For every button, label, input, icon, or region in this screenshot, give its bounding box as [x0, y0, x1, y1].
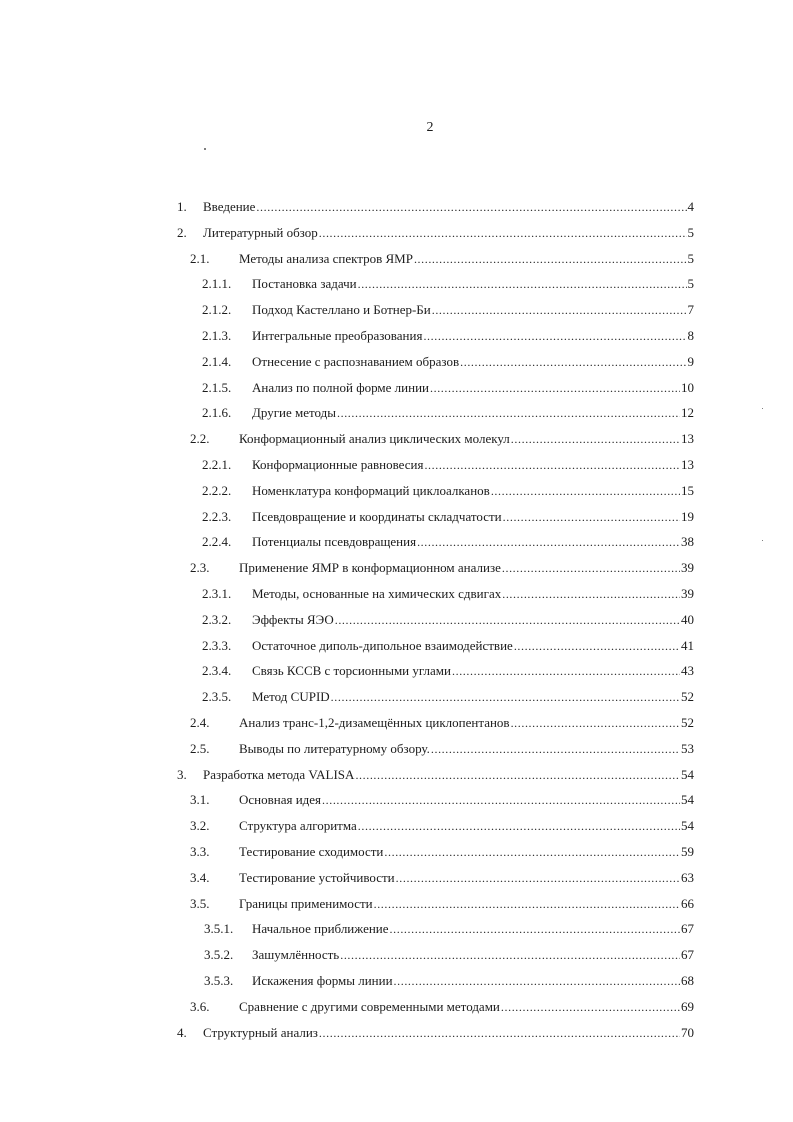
toc-entry: [204, 915, 694, 937]
toc-entry: [177, 1019, 694, 1041]
toc-entry-number: 2.2.2.: [202, 482, 232, 498]
toc-entry-title: Конформационный анализ циклических молекул: [239, 431, 510, 447]
toc-entry-number: 2.3.3.: [202, 637, 232, 653]
toc-dot-leader: [514, 638, 680, 654]
toc-entry-page: 5: [687, 276, 694, 292]
toc-dot-leader: [340, 947, 680, 963]
toc-dot-leader: [417, 534, 680, 550]
toc-dot-leader: [396, 870, 680, 886]
toc-entry-page: 40: [681, 611, 694, 627]
toc-dot-leader: [424, 457, 680, 473]
scan-speck: [204, 148, 206, 150]
toc-entry-page: 8: [687, 328, 694, 343]
toc-entry-title: Начальное приближение: [252, 921, 389, 937]
toc-entry-number: 3.5.3.: [204, 973, 234, 988]
toc-entry-page: 41: [681, 637, 694, 653]
toc-dot-leader: [432, 302, 687, 318]
toc-entry: [202, 580, 694, 602]
toc-entry-page: 67: [681, 947, 694, 963]
toc-entry-page: 7: [687, 302, 694, 318]
toc-entry-page: 53: [681, 740, 694, 756]
toc-dot-leader: [256, 199, 686, 215]
toc-entry-number: 3.6.: [190, 998, 210, 1014]
toc-entry-page: 70: [681, 1024, 694, 1040]
toc-entry: [202, 683, 694, 705]
toc-dot-leader: [335, 612, 680, 628]
toc-entry-page: 54: [681, 766, 694, 782]
toc-entry: [190, 890, 694, 912]
toc-entry-number: 2.3.1.: [202, 586, 232, 601]
toc-entry: [202, 528, 694, 550]
toc-entry-title: Метод CUPID: [252, 689, 330, 705]
toc-entry-title: Выводы по литературному обзору.: [239, 740, 430, 756]
toc-entry: [202, 296, 694, 318]
toc-dot-leader: [337, 405, 680, 421]
toc-entry-page: 52: [681, 689, 694, 705]
toc-entry-number: 3.5.1.: [204, 921, 234, 937]
toc-entry-title: Применение ЯМР в конформационном анализе: [239, 560, 501, 576]
toc-entry-number: 2.4.: [190, 715, 210, 730]
toc-entry-number: 2.3.: [190, 560, 210, 576]
toc-dot-leader: [491, 483, 680, 499]
toc-entry-title: Литературный обзор: [203, 224, 318, 240]
toc-entry-title: Границы применимости: [239, 895, 373, 911]
toc-entry-title: Искажения формы линии: [252, 973, 393, 988]
page-number: 2: [426, 120, 434, 135]
toc-dot-leader: [460, 354, 686, 370]
toc-entry: [202, 348, 694, 370]
toc-entry: [202, 451, 694, 473]
toc-dot-leader: [394, 973, 680, 989]
toc-entry: [190, 735, 694, 757]
toc-entry: [190, 812, 694, 834]
toc-entry-page: 67: [681, 921, 694, 937]
toc-entry-page: 38: [681, 534, 694, 550]
toc-entry-number: 3.1.: [190, 792, 210, 808]
toc-entry-title: Структурный анализ: [203, 1024, 318, 1040]
toc-entry-page: 19: [681, 508, 694, 524]
toc-entry-number: 3.5.: [190, 895, 210, 911]
toc-entry: [204, 967, 694, 989]
toc-entry-page: 13: [681, 431, 694, 447]
toc-entry-title: Тестирование сходимости: [239, 844, 384, 859]
toc-entry-number: 3.: [177, 766, 187, 782]
toc-dot-leader: [374, 896, 680, 912]
toc-entry-number: 3.2.: [190, 818, 210, 834]
toc-entry: [190, 245, 694, 267]
toc-dot-leader: [322, 792, 680, 808]
toc-entry-title: Остаточное диполь-дипольное взаимодействие: [252, 637, 513, 653]
toc-entry-page: 15: [681, 482, 694, 498]
toc-entry-page: 68: [681, 973, 694, 988]
toc-entry-number: 2.3.2.: [202, 611, 232, 627]
toc-entry-title: Связь КССВ с торсионными углами: [252, 663, 451, 679]
toc-entry-number: 2.2.: [190, 431, 210, 447]
toc-entry-number: 2.1.3.: [202, 328, 232, 343]
toc-dot-leader: [511, 431, 680, 447]
toc-entry-page: 54: [681, 818, 694, 834]
toc-entry-title: Разработка метода VALISA: [203, 766, 355, 782]
toc-entry-title: Сравнение с другими современными методами: [239, 998, 500, 1014]
toc-dot-leader: [319, 225, 687, 241]
toc-entry-title: Потенциалы псевдовращения: [252, 534, 417, 550]
toc-entry-page: 43: [681, 663, 694, 679]
toc-entry-title: Конформационные равновесия: [252, 457, 424, 472]
toc-entry: [177, 761, 694, 783]
toc-entry-title: Номенклатура конформаций циклоалканов: [252, 482, 490, 498]
toc-dot-leader: [355, 767, 680, 783]
toc-entry: [190, 786, 694, 808]
scan-speck: [762, 540, 763, 541]
toc-entry-number: 2.1.5.: [202, 379, 232, 395]
toc-entry-title: Отнесение с распознаванием образов: [252, 353, 460, 369]
toc-entry-page: 66: [681, 895, 694, 911]
toc-entry-page: 5: [687, 250, 694, 266]
toc-entry-title: Анализ по полной форме линии: [252, 379, 429, 395]
toc-entry-page: 54: [681, 792, 694, 808]
toc-entry: [202, 477, 694, 499]
toc-entry-page: 4: [687, 199, 694, 214]
toc-entry: [202, 657, 694, 679]
toc-entry-number: 1.: [177, 199, 187, 214]
toc-dot-leader: [384, 844, 680, 860]
toc-entry-number: 2.1.: [190, 250, 210, 266]
toc-entry-number: 2.1.6.: [202, 405, 232, 421]
toc-entry: [190, 838, 694, 860]
toc-entry-number: 3.3.: [190, 844, 210, 859]
toc-entry-page: 5: [687, 224, 694, 240]
toc-entry-page: 59: [681, 844, 694, 859]
toc-entry: [190, 709, 694, 731]
toc-entry-page: 9: [687, 353, 694, 369]
toc-dot-leader: [414, 251, 687, 267]
toc-dot-leader: [503, 509, 680, 525]
toc-dot-leader: [501, 999, 680, 1015]
toc-entry: [190, 425, 694, 447]
toc-entry-title: Тестирование устойчивости: [239, 869, 395, 885]
toc-entry-title: Анализ транс-1,2-дизамещённых циклопентанов: [239, 715, 510, 730]
toc-dot-leader: [452, 663, 680, 679]
toc-entry: [202, 374, 694, 396]
toc-entry: [177, 219, 694, 241]
toc-entry: [190, 993, 694, 1015]
toc-entry-title: Структура алгоритма: [239, 818, 357, 834]
toc-dot-leader: [390, 921, 680, 937]
toc-entry-title: Эффекты ЯЭО: [252, 611, 334, 627]
toc-entry-number: 2.3.4.: [202, 663, 232, 679]
toc-entry-title: Интегральные преобразования: [252, 328, 423, 343]
toc-dot-leader: [319, 1025, 680, 1041]
toc-entry: [202, 503, 694, 525]
toc-entry-page: 39: [681, 586, 694, 601]
toc-entry: [204, 941, 694, 963]
toc-dot-leader: [358, 276, 687, 292]
toc-entry: [202, 606, 694, 628]
toc-entry-number: 2.1.4.: [202, 353, 232, 369]
toc-entry-number: 2.: [177, 224, 187, 240]
toc-entry-title: Основная идея: [239, 792, 322, 808]
scan-speck: [762, 408, 763, 409]
toc-entry: [202, 322, 694, 344]
toc-entry-page: 10: [681, 379, 694, 395]
toc-entry-page: 63: [681, 869, 694, 885]
toc-dot-leader: [431, 741, 680, 757]
toc-entry-title: Псевдовращение и координаты складчатости: [252, 508, 502, 524]
toc-entry-title: Введение: [203, 199, 256, 214]
toc-entry-number: 2.2.1.: [202, 457, 232, 472]
toc-entry-number: 2.1.1.: [202, 276, 232, 292]
toc-dot-leader: [358, 818, 680, 834]
toc-entry-number: 4.: [177, 1024, 187, 1040]
toc-entry-title: Зашумлённость: [252, 947, 340, 963]
toc-entry-title: Подход Кастеллано и Ботнер-Би: [252, 302, 431, 318]
toc-entry-number: 2.2.3.: [202, 508, 232, 524]
toc-dot-leader: [502, 586, 680, 602]
toc-entry-number: 2.5.: [190, 740, 210, 756]
toc-entry-page: 12: [681, 405, 694, 421]
toc-entry: [202, 399, 694, 421]
toc-entry: [202, 270, 694, 292]
toc-entry-number: 2.1.2.: [202, 302, 232, 318]
toc-dot-leader: [423, 328, 686, 344]
toc-entry-number: 3.5.2.: [204, 947, 234, 963]
toc-entry-page: 52: [681, 715, 694, 730]
toc-dot-leader: [430, 380, 680, 396]
toc-entry-number: 2.3.5.: [202, 689, 232, 705]
toc-entry-page: 13: [681, 457, 694, 472]
toc-entry-title: Постановка задачи: [252, 276, 357, 292]
toc-entry-title: Другие методы: [252, 405, 336, 421]
toc-entry-number: 2.2.4.: [202, 534, 232, 550]
toc-entry-page: 39: [681, 560, 694, 576]
toc-entry: [190, 554, 694, 576]
toc-entry-page: 69: [681, 998, 694, 1014]
toc-entry: [177, 193, 694, 215]
toc-entry-title: Методы, основанные на химических сдвигах: [252, 586, 502, 601]
toc-entry-title: Методы анализа спектров ЯМР: [239, 250, 413, 266]
toc-dot-leader: [511, 715, 680, 731]
toc-dot-leader: [331, 689, 680, 705]
toc-dot-leader: [502, 560, 680, 576]
toc-entry: [202, 632, 694, 654]
toc-entry-number: 3.4.: [190, 869, 210, 885]
toc-entry: [190, 864, 694, 886]
